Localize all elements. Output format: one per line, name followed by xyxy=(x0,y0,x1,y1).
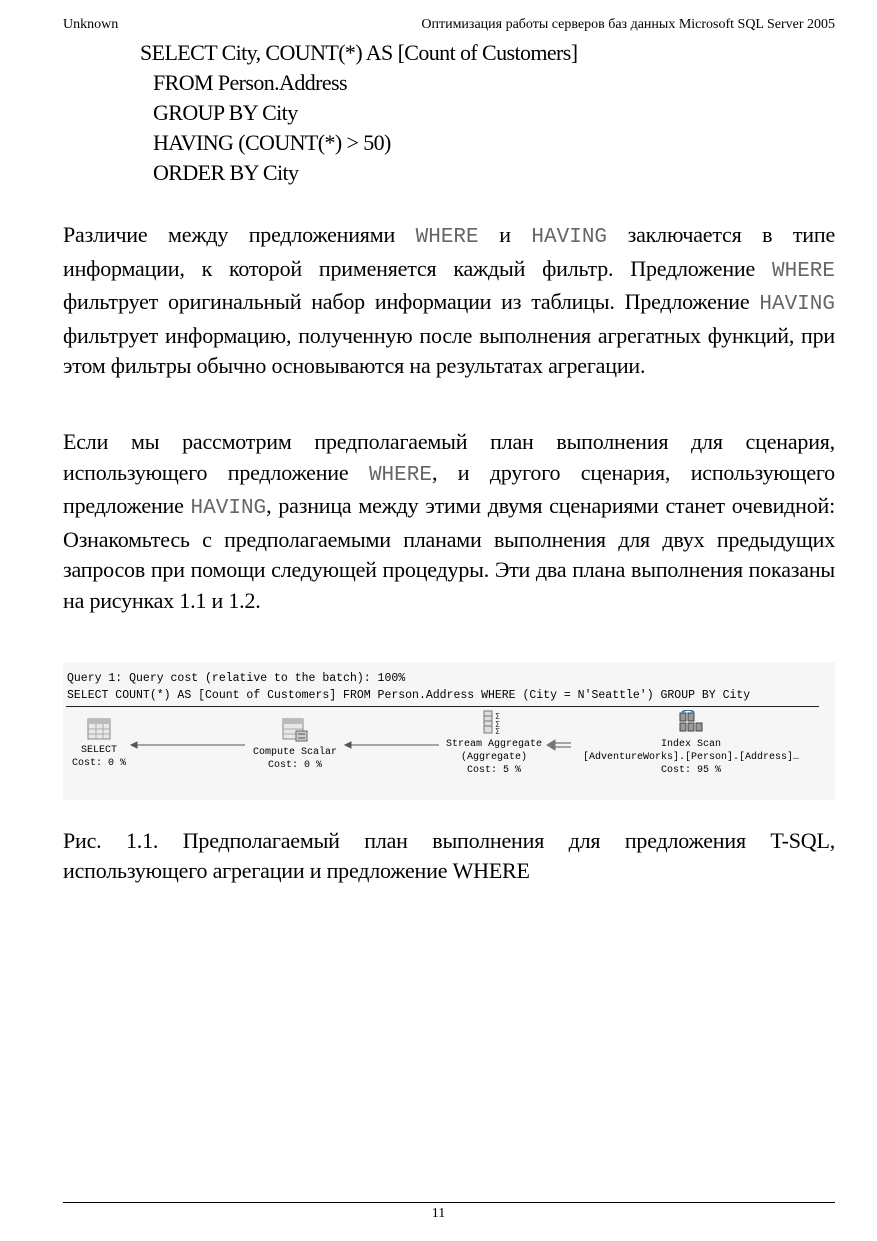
arrow-icon xyxy=(345,742,439,748)
header-author: Unknown xyxy=(63,17,119,32)
paragraph-execution-plans xyxy=(63,427,835,616)
text-run: , разница между этими двумя сценариями станет очевидной: Ознакомьтесь с предполагаемыми планами выполнения для двух предыдущих запросов при помощи следующей процедуры. Эти два плана выполнения показаны на рисунках 1.1 и 1.2. xyxy=(63,493,835,613)
keyword: WHERE xyxy=(415,226,479,249)
execution-plan-figure xyxy=(63,662,835,800)
sql-code-block xyxy=(140,38,577,188)
header-book-title: Оптимизация работы серверов баз данных Microsoft SQL Server 2005 xyxy=(421,17,835,32)
text-run: , и другого сценария, использующего предложение xyxy=(63,459,835,518)
text-run: фильтрует информацию, полученную после выполнения агрегатных функций, при этом фильтры обычно основываются на результатах агрегации. xyxy=(63,322,835,378)
node-cost: Cost: 0 % xyxy=(71,758,126,769)
code-line: FROM Person.Address xyxy=(153,70,347,95)
node-name: Index Scan xyxy=(660,739,721,750)
svg-text:Σ: Σ xyxy=(495,727,501,734)
paragraph-where-vs-having xyxy=(63,220,835,382)
text-run: Если мы рассмотрим предполагаемый план выполнения для сценария, использующего предложение xyxy=(63,429,835,485)
svg-text:Σ: Σ xyxy=(495,720,501,729)
query-cost-title: Query 1: Query cost (relative to the batch): 100% xyxy=(67,672,406,685)
query-text: SELECT COUNT(*) AS [Count of Customers] FROM Person.Address WHERE (City = N'Seattle') GROUP BY City xyxy=(67,689,751,702)
plan-node-compute-scalar xyxy=(243,718,347,772)
index-scan-icon xyxy=(678,710,704,734)
page-header xyxy=(63,17,835,37)
text-run: и xyxy=(478,222,532,247)
compute-scalar-icon xyxy=(282,718,308,742)
node-detail: (Aggregate) xyxy=(460,752,527,763)
keyword: HAVING xyxy=(190,497,267,520)
text-run: фильтрует оригинальный набор информации из таблицы. Предложение xyxy=(63,289,760,314)
code-line: HAVING (COUNT(*) > 50) xyxy=(153,130,391,155)
keyword: HAVING xyxy=(531,226,608,249)
footer-divider xyxy=(63,1202,835,1203)
node-cost: Cost: 95 % xyxy=(660,765,721,776)
keyword: WHERE xyxy=(368,463,432,487)
node-name: SELECT xyxy=(80,745,117,756)
keyword: HAVING xyxy=(759,293,835,316)
code-line: GROUP BY City xyxy=(153,100,298,125)
plan-node-select xyxy=(63,718,135,770)
code-line: SELECT City, COUNT(*) AS [Count of Customers] xyxy=(140,40,578,65)
node-cost: Cost: 5 % xyxy=(466,765,521,776)
stream-aggregate-icon xyxy=(483,710,505,734)
text-run: заключается в типе информации, к которой применяется каждый фильтр. Предложение xyxy=(63,222,836,281)
arrow-icon xyxy=(131,742,245,748)
select-icon xyxy=(87,718,111,740)
node-cost: Cost: 0 % xyxy=(267,760,322,771)
code-line: ORDER BY City xyxy=(153,160,299,185)
page-number: 11 xyxy=(431,1206,446,1221)
node-name: Compute Scalar xyxy=(252,747,337,758)
node-name: Stream Aggregate xyxy=(445,739,542,750)
arrow-icon xyxy=(547,740,571,750)
plan-node-stream-aggregate xyxy=(439,710,549,777)
figure-caption: Рис. 1.1. Предполагаемый план выполнения для предложения T-SQL, использующего агрегации и предложение WHERE xyxy=(63,828,835,883)
keyword: WHERE xyxy=(771,259,835,283)
text-run: Различие между предложениями xyxy=(63,222,416,247)
svg-text:Σ: Σ xyxy=(495,712,501,721)
plan-node-index-scan xyxy=(573,710,809,777)
node-detail: [AdventureWorks].[Person].[Address]… xyxy=(582,752,800,763)
